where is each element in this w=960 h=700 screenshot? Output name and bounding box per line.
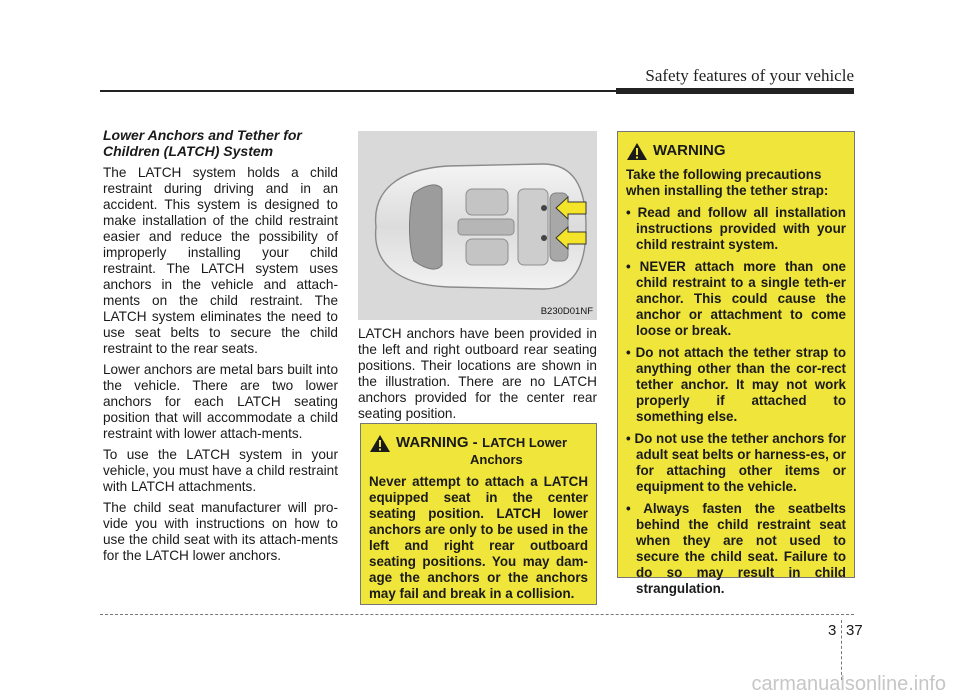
section-title-line-2: Children (LATCH) System — [103, 143, 274, 159]
warning-latch-title — [396, 434, 567, 468]
car-windshield — [410, 185, 443, 269]
front-seat-left — [466, 189, 508, 215]
section-title — [103, 127, 338, 159]
warning-subtitle-line-1: LATCH Lower — [482, 435, 568, 450]
page-number-separator — [841, 620, 842, 680]
footer-rule — [100, 614, 854, 615]
warning-item-no-adult-belts: • Do not use the tether anchors for adult seat belts or harness-es, or for attaching other items or equipment to the vehicle. — [626, 431, 846, 494]
anchor-marker-lower — [541, 235, 547, 241]
paragraph-manufacturer: The child seat manufacturer will pro-vide you with instructions on how to use the child seat with its attach-ments for the LATCH lower anchors. — [103, 500, 338, 563]
warning-triangle-icon — [626, 142, 648, 161]
warning-latch-header — [369, 434, 588, 468]
warning-item-follow-instructions: • Read and follow all installation instructions provided with your child restraint system. — [626, 205, 846, 252]
warning-tether-list — [626, 205, 846, 597]
page-header-title: Safety features of your vehicle — [645, 66, 854, 85]
rear-bench — [518, 189, 548, 265]
anchor-marker-upper — [541, 205, 547, 211]
section-title-line-1: Lower Anchors and Tether for — [103, 127, 302, 143]
figure-code: B230D01NF — [540, 306, 593, 317]
vehicle-illustration — [358, 131, 597, 320]
header-rule-accent — [616, 88, 854, 94]
front-seat-right — [466, 239, 508, 265]
warning-subtitle-line-2: Anchors — [470, 452, 523, 467]
paragraph-lower-anchors: Lower anchors are metal bars built into the vehicle. There are two lower anchors for each LATCH seating position that will accommodate a child restraint with lower attach-ments. — [103, 362, 338, 441]
warning-tether-intro: Take the following precautions when installing the tether strap: — [626, 167, 829, 198]
warning-item-single-anchor: • NEVER attach more than one child restraint to a single teth-er anchor. This could cause the anchor or attachment to come loose or break. — [626, 259, 846, 338]
car-top-view-drawing — [358, 131, 597, 320]
left-column — [103, 127, 338, 569]
warning-item-correct-anchor: • Do not attach the tether strap to anything other than the cor-rect tether anchor. It may not work properly if attached to something else. — [626, 345, 846, 424]
warning-tether-strap — [617, 131, 855, 596]
warning-word: WARNING — [653, 142, 726, 159]
warning-tether-header — [626, 142, 846, 161]
watermark: carmanualsonline.info — [751, 673, 946, 695]
chapter-number: 3 — [828, 622, 837, 639]
warning-latch-lower-anchors — [360, 423, 597, 605]
middle-column — [358, 326, 597, 427]
paragraph-use-latch: To use the LATCH system in your vehicle, you must have a child restraint with LATCH attachments. — [103, 447, 338, 494]
paragraph-latch-intro: The LATCH system holds a child restraint during driving and in an accident. This system is designed to make installation of the child restraint easier and reduce the possibility of improperly installing your child restraint. The LATCH system uses anchors in the vehicle and attach-ments on the child restraint. The LATCH system eliminates the need to use seat belts to secure the child restraint to the rear seats. — [103, 165, 338, 356]
warning-item-fasten-seatbelts: • Always fasten the seatbelts behind the child restraint seat when they are not used to secure the child seat. Failure to do so may result in child strangulation. — [626, 501, 846, 596]
paragraph-latch-locations: LATCH anchors have been provided in the left and right outboard rear seating positions. Their locations are shown in the illustration. There are no LATCH anchors provided for the center rear seating position. — [358, 326, 597, 421]
page-number: 37 — [846, 622, 863, 639]
warning-latch-body: Never attempt to attach a LATCH equipped seat in the center seating position. LATCH lower anchors are only to be used in the left and right rear outboard seating positions. You may dam-age the anchors or the anchors may fail and break in a collision. — [369, 474, 588, 601]
warning-word: WARNING - — [396, 434, 478, 451]
warning-triangle-icon — [369, 434, 391, 453]
center-console — [458, 219, 514, 235]
